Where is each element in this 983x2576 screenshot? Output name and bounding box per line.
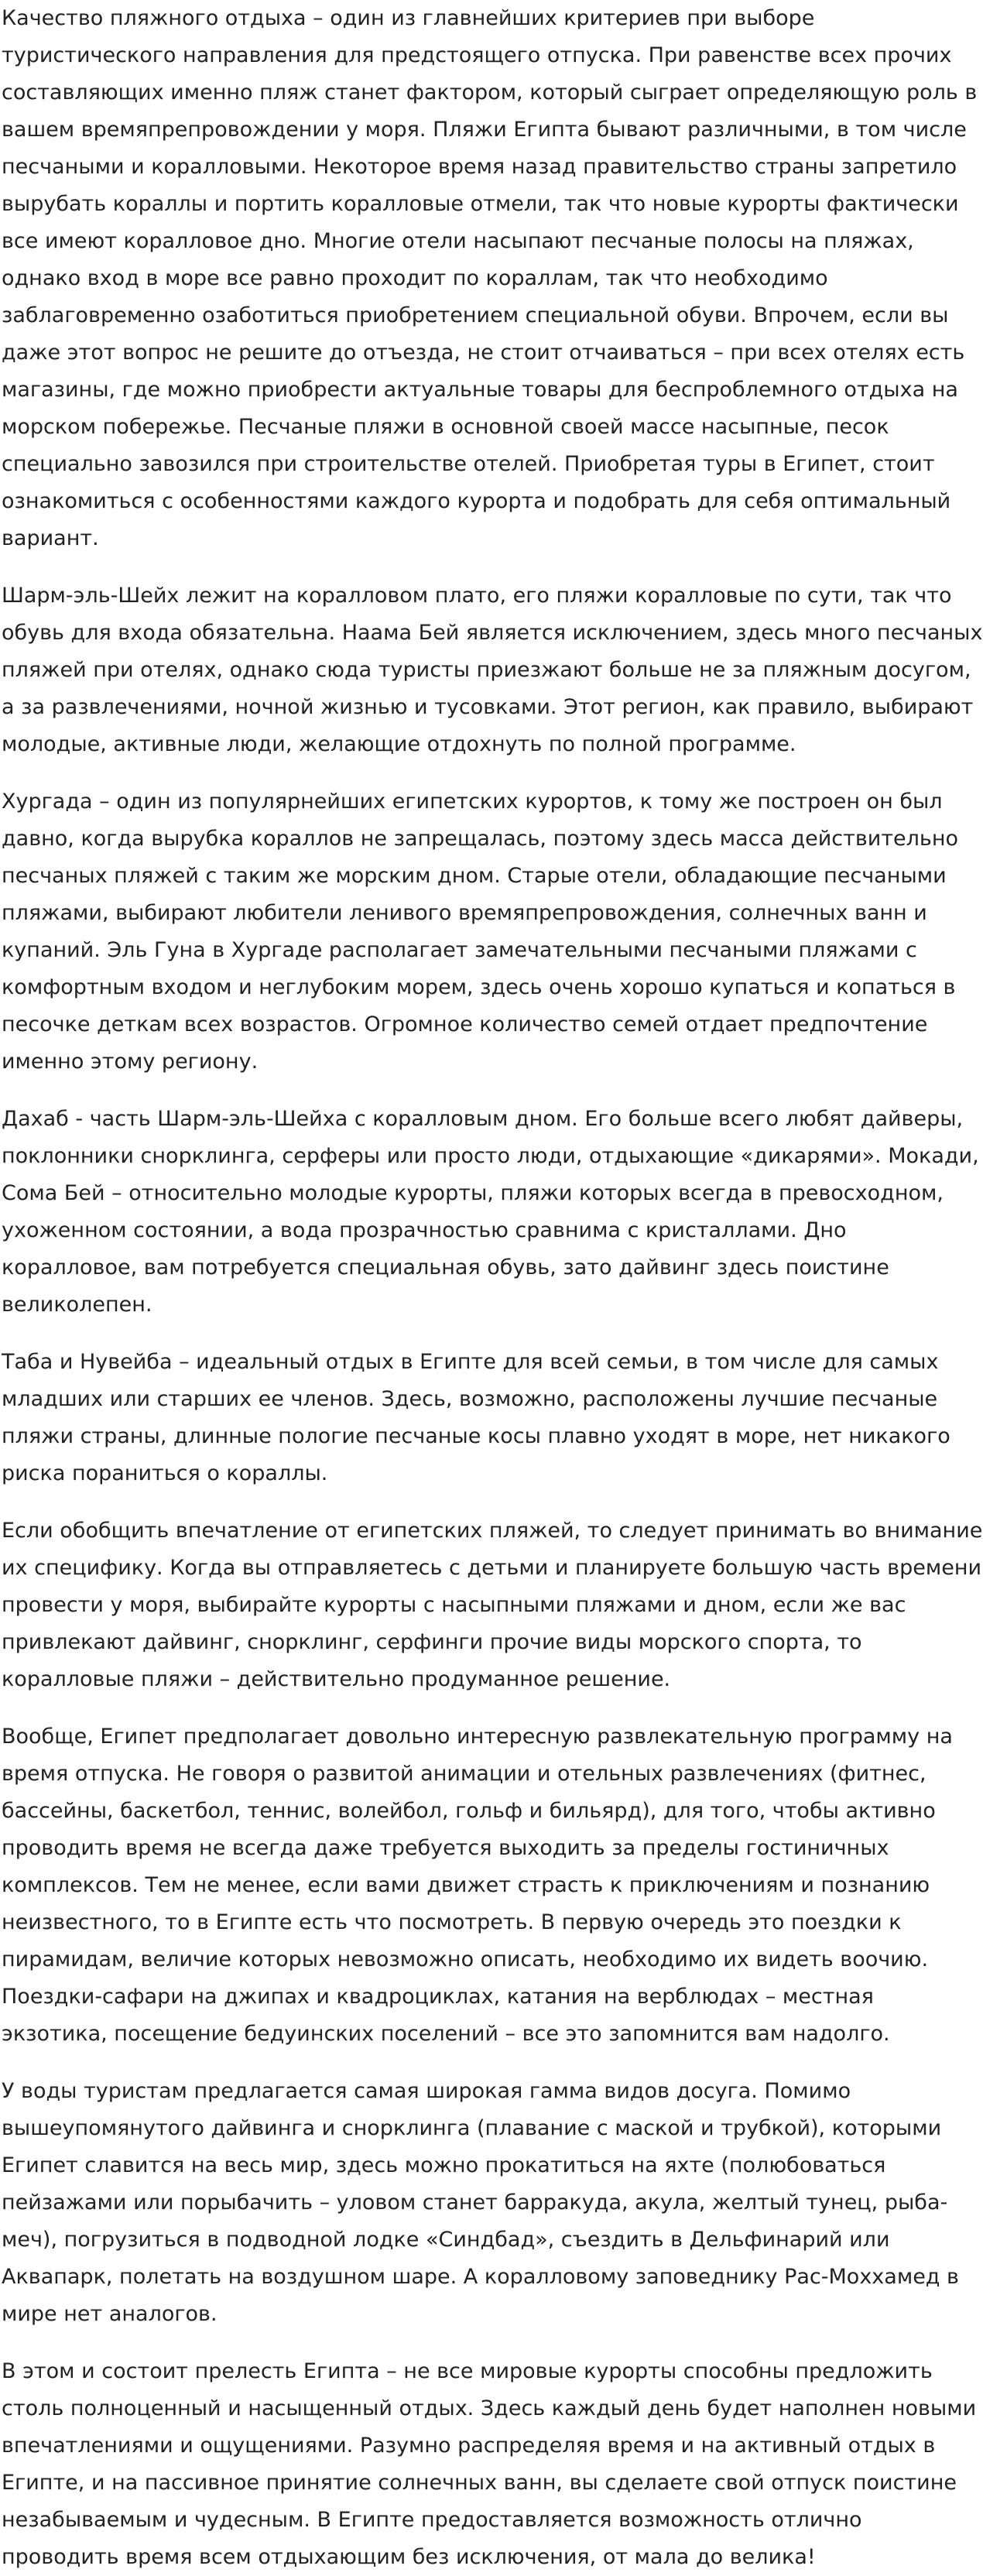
article-paragraph-2: Шарм-эль-Шейх лежит на коралловом плато, его пляжи коралловые по сути, так что обувь для входа обязательна. Наама Бей является исключением, здесь много песчаных пляжей при отелях, однако сюда туристы приезжают больше не за пляжным досугом, а за развлечениями, ночной жизнью и тусовками. Этот регион, как правило, выбирают молодые, активные люди, желающие отдохнуть по полной программе. [2, 584, 983, 756]
article-paragraph-4: Дахаб - часть Шарм-эль-Шейха с коралловым дном. Его больше всего любят дайверы, поклонники снорклинга, серферы или просто люди, отдыхающие «дикарями». Мокади, Сома Бей – относительно молодые курорты, пляжи которых всегда в превосходном, ухоженном состоянии, а вода прозрачностью сравнима с кристаллами. Дно коралловое, вам потребуется специальная обувь, зато дайвинг здесь поистине великолепен. [2, 1107, 979, 1317]
article-paragraph-9: В этом и состоит прелесть Египта – не все мировые курорты способны предложить столь полноценный и насыщенный отдых. Здесь каждый день будет наполнен новыми впечатлениями и ощущениями. Разумно распределяя время и на активный отдых в Египте, и на пассивное принятие солнечных ванн, вы сделаете свой отпуск поистине незабываемым и чудесным. В Египте предоставляется возможность отлично проводить время всем отдыхающим без исключения, от мала до велика! [2, 2359, 977, 2569]
article-paragraph-6: Если обобщить впечатление от египетских пляжей, то следует принимать во внимание их специфику. Когда вы отправляетесь с детьми и планируете большую часть времени провести у моря, выбирайте курорты с насыпными пляжами и дном, если же вас привлекают дайвинг, снорклинг, серфинги прочие виды морского спорта, то коралловые пляжи – действительно продуманное решение. [2, 1519, 983, 1691]
article-paragraph-5: Таба и Нувейба – идеальный отдых в Египте для всей семьи, в том числе для самых младших или старших ее членов. Здесь, возможно, расположены лучшие песчаные пляжи страны, длинные пологие песчаные косы плавно уходят в море, нет никакого риска пораниться о кораллы. [2, 1350, 950, 1485]
article-paragraph-3: Хургада – один из популярнейших египетских курортов, к тому же построен он был давно, когда вырубка кораллов не запрещалась, поэтому здесь масса действительно песчаных пляжей с таким же морским дном. Старые отели, обладающие песчаными пляжами, выбирают любители ленивого времяпрепровождения, солнечных ванн и купаний. Эль Гуна в Хургаде располагает замечательными песчаными пляжами с комфортным входом и неглубоким морем, здесь очень хорошо купаться и копаться в песочке деткам всех возрастов. Огромное количество семей отдает предпочтение именно этому региону. [2, 790, 959, 1074]
article-paragraph-1: Качество пляжного отдыха – один из главнейших критериев при выборе туристического направления для предстоящего отпуска. При равенстве всех прочих составляющих именно пляж станет фактором, который сыграет определяющую роль в вашем времяпрепровождении у моря. Пляжи Египта бывают различными, в том числе песчаными и коралловыми. Некоторое время назад правительство страны запретило вырубать кораллы и портить коралловые отмели, так что новые курорты фактически все имеют коралловое дно. Многие отели насыпают песчаные полосы на пляжах, однако вход в море все равно проходит по кораллам, так что необходимо заблаговременно озаботиться приобретением специальной обуви. Впрочем, если вы даже этот вопрос не решите до отъезда, не стоит отчаиваться – при всех отелях есть магазины, где можно приобрести актуальные товары для беспроблемного отдыха на морском побережье. Песчаные пляжи в основной своей массе насыпные, песок специально завозился при строительстве отелей. Приобретая туры в Египет, стоит ознакомиться с особенностями каждого курорта и подобрать для себя оптимальный вариант. [2, 6, 978, 550]
article-paragraph-8: У воды туристам предлагается самая широкая гамма видов досуга. Помимо вышеупомянутого дайвинга и снорклинга (плавание с маской и трубкой), которыми Египет славится на весь мир, здесь можно прокатиться на яхте (полюбоваться пейзажами или порыбачить – уловом станет барракуда, акула, желтый тунец, рыба-меч), погрузиться в подводной лодке «Синдбад», съездить в Дельфинарий или Аквапарк, полетать на воздушном шаре. А коралловому заповеднику Рас-Моххамед в мире нет аналогов. [2, 2079, 959, 2326]
article-paragraph-7: Вообще, Египет предполагает довольно интересную развлекательную программу на время отпуска. Не говоря о развитой анимации и отельных развлечениях (фитнес, бассейны, баскетбол, теннис, волейбол, гольф и бильярд), для того, чтобы активно проводить время не всегда даже требуется выходить за пределы гостиничных комплексов. Тем не менее, если вами движет страсть к приключениям и познанию неизвестного, то в Египте есть что посмотреть. В первую очередь это поездки к пирамидам, величие которых невозможно описать, необходимо их видеть воочию. Поездки-сафари на джипах и квадроциклах, катания на верблюдах – местная экзотика, посещение бедуинских поселений – все это запомнится вам надолго. [2, 1725, 953, 2046]
